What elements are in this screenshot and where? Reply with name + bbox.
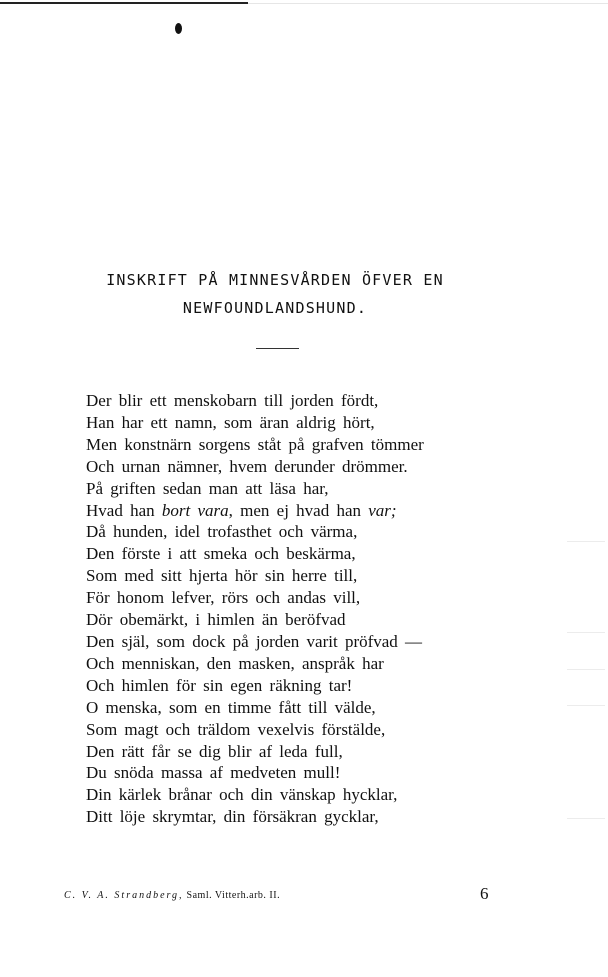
poem-line-italic: var; (368, 500, 397, 520)
poem-title (40, 266, 510, 322)
poem-line: Som med sitt hjerta hör sin herre till, (86, 566, 358, 586)
title-line-2: NEWFOUNDLANDSHUND. (182, 299, 368, 317)
poem-line: Den själ, som dock på jorden varit pröfvad — (86, 631, 423, 651)
title-divider (256, 348, 299, 349)
poem-line: Och urnan nämner, hvem derunder drömmer. (86, 456, 408, 476)
ink-blot-mark (175, 23, 182, 34)
poem-line: Der blir ett menskobarn till jorden fördt, (86, 391, 379, 410)
poem-line: Han har ett namn, som äran aldrig hört, (86, 412, 375, 432)
scan-edge-mark (567, 632, 605, 633)
poem-line-part: , men ej hvad han (228, 500, 369, 520)
poem-line: Och himlen för sin egen räkning tar! (86, 675, 353, 695)
poem-line: Som magt och träldom vexelvis förstälde, (86, 719, 386, 739)
poem-line: O menska, som en timme fått till välde, (86, 697, 376, 717)
poem-line: Dör obemärkt, i himlen än beröfvad (86, 610, 346, 630)
title-line-1: INSKRIFT PÅ MINNESVÅRDEN ÖFVER EN (106, 271, 444, 289)
scan-edge-mark (567, 541, 605, 542)
poem-line (86, 500, 526, 522)
poem-line: Men konstnärn sorgens ståt på grafven tömmer (86, 434, 424, 454)
footer-author: C. V. A. Strandberg, (64, 890, 184, 901)
poem-line: Då hunden, idel trofasthet och värma, (86, 522, 358, 542)
scan-edge-mark (567, 818, 605, 819)
footer-reference (64, 890, 280, 901)
top-edge-rule (0, 2, 248, 4)
poem-line: Din kärlek brånar och din vänskap hycklar, (86, 785, 398, 805)
poem-line: På griften sedan man att läsa har, (86, 478, 329, 498)
poem-line-part: Hvad han (86, 500, 162, 520)
poem-line: Ditt löje skrymtar, din försäkran gycklar, (86, 807, 379, 827)
scan-edge-mark (567, 669, 605, 670)
poem-line: Och menniskan, den masken, anspråk har (86, 653, 384, 673)
poem-body (86, 390, 526, 828)
scan-edge-mark (567, 705, 605, 706)
page-number: 6 (480, 884, 489, 903)
poem-line-italic: bort vara (161, 500, 229, 520)
poem-line: Den förste i att smeka och beskärma, (86, 544, 356, 564)
top-edge-rule-faint (248, 3, 608, 4)
footer-collection: Saml. Vitterh.arb. II. (186, 890, 281, 901)
poem-line: Du snöda massa af medveten mull! (86, 763, 341, 783)
poem-line: Den rätt får se dig blir af leda full, (86, 741, 343, 761)
poem-line: För honom lefver, rörs och andas vill, (86, 588, 361, 608)
